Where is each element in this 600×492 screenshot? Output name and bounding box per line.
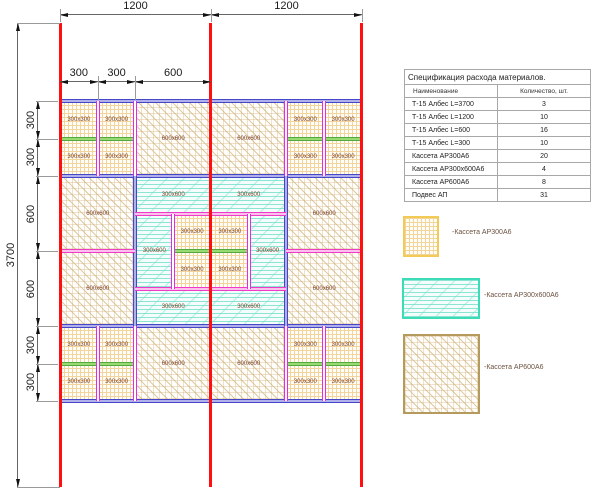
legend-swatch-ap600a6 <box>403 334 480 414</box>
profile-line-mag <box>133 326 137 401</box>
panel-300x300 <box>60 364 98 402</box>
spec-qty-cell: 10 <box>498 111 591 124</box>
extension-line <box>36 326 58 327</box>
panel-label: 600x600 <box>237 135 261 142</box>
panel-600x600 <box>286 251 361 326</box>
panel-label: 300x300 <box>105 341 129 348</box>
panel-300x600 <box>211 289 286 327</box>
spec-name-cell: Кассета АР300х600А6 <box>405 163 498 176</box>
spec-row <box>405 124 591 137</box>
panel-label: 300x300 <box>105 154 129 161</box>
panel-label: 300x600 <box>161 304 185 311</box>
panel-label: 300x600 <box>256 248 280 254</box>
dim-label: 600 <box>25 279 37 298</box>
extension-line <box>362 9 363 22</box>
spec-table <box>404 69 591 202</box>
dim-line <box>37 251 38 326</box>
extension-line <box>17 487 60 488</box>
dim-label: 300 <box>69 67 89 79</box>
panel-300x300 <box>98 364 136 402</box>
dim-arrow <box>16 479 20 487</box>
panel-label: 300x300 <box>293 116 317 123</box>
spec-header-row <box>405 85 591 98</box>
panel-300x300 <box>286 364 324 402</box>
spec-col-header-name: Наименование <box>405 85 498 98</box>
panel-label: 300x300 <box>67 341 91 348</box>
spec-col-header-qty: Количество, шт. <box>498 85 591 98</box>
panel-300x300 <box>324 139 362 177</box>
panel-label: 300x300 <box>67 379 91 386</box>
extension-line <box>36 139 58 140</box>
panel-300x300 <box>60 139 98 177</box>
dim-arrow <box>354 13 362 17</box>
dim-arrow <box>211 13 219 17</box>
spec-qty-cell: 8 <box>498 176 591 189</box>
legend-label-ap300x600a6: -Кассета АР300х600А6 <box>484 292 559 299</box>
dim-label: 3700 <box>5 242 17 268</box>
panel-300x300 <box>324 364 362 402</box>
panel-label: 300x300 <box>105 116 129 123</box>
spec-name-cell: Т-15 Албес L=300 <box>405 137 498 150</box>
spec-name-cell: Кассета АР300А6 <box>405 150 498 163</box>
panel-300x300 <box>98 101 136 139</box>
panel-300x600 <box>249 214 287 289</box>
panel-label: 300x300 <box>180 266 204 273</box>
panel-600x600 <box>211 101 286 176</box>
panel-label: 300x300 <box>331 154 355 161</box>
dim-arrow <box>203 13 211 17</box>
panel-600x600 <box>135 326 210 401</box>
profile-line-mag <box>171 214 175 289</box>
panel-300x300 <box>286 139 324 177</box>
dim-line <box>135 81 210 82</box>
spec-name-cell: Т-15 Албес L=3700 <box>405 98 498 111</box>
panel-600x600 <box>286 176 361 251</box>
dim-label: 300 <box>25 373 37 392</box>
dim-line <box>37 176 38 251</box>
panel-label: 600x600 <box>161 135 185 142</box>
extension-line <box>36 364 58 365</box>
panel-label: 300x300 <box>293 154 317 161</box>
spec-qty-cell: 31 <box>498 189 591 202</box>
panel-label: 300x300 <box>67 154 91 161</box>
panel-label: 300x300 <box>180 229 204 236</box>
profile-line-mag <box>322 101 326 176</box>
panel-600x600 <box>135 101 210 176</box>
panel-label: 300x300 <box>293 341 317 348</box>
spec-row <box>405 111 591 124</box>
panel-600x600 <box>60 176 135 251</box>
profile-line-mag <box>247 214 251 289</box>
extension-line <box>36 101 58 102</box>
spec-name-cell: Т-15 Албес L=1200 <box>405 111 498 124</box>
extension-line <box>36 251 58 252</box>
profile-line-mag <box>322 326 326 401</box>
dim-label: 1200 <box>123 0 148 12</box>
panel-label: 300x300 <box>67 116 91 123</box>
panel-label: 600x600 <box>161 360 185 367</box>
panel-300x600 <box>211 176 286 214</box>
profile-line-pink <box>60 249 135 253</box>
profile-line-mag <box>284 326 288 401</box>
dim-arrow <box>98 80 106 84</box>
panel-300x300 <box>173 251 211 289</box>
spec-row <box>405 189 591 202</box>
extension-line <box>211 9 212 22</box>
panel-300x300 <box>211 251 249 289</box>
spec-row <box>405 137 591 150</box>
legend-swatch-ap300a6 <box>403 216 439 257</box>
dim-arrow <box>135 80 143 84</box>
panel-label: 600x600 <box>237 360 261 367</box>
spec-row <box>405 176 591 189</box>
dim-label: 600 <box>164 67 183 79</box>
panel-label: 300x300 <box>331 379 355 386</box>
dim-line <box>60 14 211 15</box>
spec-name-cell: Кассета АР600А6 <box>405 176 498 189</box>
spec-row <box>405 150 591 163</box>
panel-label: 300x300 <box>218 229 242 236</box>
dim-label: 600 <box>25 204 37 223</box>
panel-300x300 <box>60 326 98 364</box>
panel-300x300 <box>98 139 136 177</box>
extension-line <box>17 23 60 24</box>
dim-arrow <box>36 243 40 251</box>
panel-label: 300x300 <box>218 266 242 273</box>
dim-arrow <box>127 80 135 84</box>
panel-300x600 <box>135 214 173 289</box>
profile-line-mag <box>96 326 100 401</box>
dim-arrow <box>36 176 40 184</box>
dim-arrow <box>60 13 68 17</box>
panel-300x300 <box>98 326 136 364</box>
panel-label: 300x300 <box>105 379 129 386</box>
dim-label: 1200 <box>274 0 299 12</box>
dim-arrow <box>203 80 211 84</box>
profile-line-mag <box>133 101 137 176</box>
panel-label: 300x300 <box>293 379 317 386</box>
spec-row <box>405 98 591 111</box>
profile-line-mag <box>284 101 288 176</box>
spec-qty-cell: 4 <box>498 163 591 176</box>
legend-label-ap600a6: -Кассета АР600А6 <box>484 364 544 371</box>
red-profile-line <box>209 23 212 487</box>
spec-table-title: Спецификация расхода материалов. <box>405 70 591 85</box>
dim-label: 300 <box>25 335 37 354</box>
legend-label-ap300a6: -Кассета АР300А6 <box>452 229 512 236</box>
spec-title-row <box>405 70 591 85</box>
panel-300x600 <box>135 176 210 214</box>
spec-name-cell: Подвес АП <box>405 189 498 202</box>
dim-line <box>17 23 18 487</box>
extension-line <box>60 9 61 22</box>
dim-arrow <box>16 23 20 31</box>
panel-label: 300x600 <box>237 191 261 198</box>
red-profile-line <box>360 23 363 487</box>
spec-qty-cell: 3 <box>498 98 591 111</box>
panel-300x300 <box>173 214 211 252</box>
spec-table-body <box>405 70 591 202</box>
spec-qty-cell: 16 <box>498 124 591 137</box>
legend-swatch-ap300x600a6 <box>402 278 480 319</box>
panel-300x300 <box>211 214 249 252</box>
panel-label: 600x600 <box>312 210 336 217</box>
panel-label: 300x300 <box>331 116 355 123</box>
panel-300x300 <box>60 101 98 139</box>
panel-label: 300x600 <box>237 304 261 311</box>
panel-300x300 <box>324 326 362 364</box>
panel-label: 600x600 <box>312 285 336 292</box>
panel-600x600 <box>60 251 135 326</box>
panel-300x300 <box>324 101 362 139</box>
red-profile-line <box>59 23 62 487</box>
panel-label: 300x300 <box>331 341 355 348</box>
dim-label: 300 <box>107 67 126 79</box>
extension-line <box>36 176 58 177</box>
extension-line <box>135 76 136 100</box>
panel-600x600 <box>211 326 286 401</box>
dim-arrow <box>90 80 98 84</box>
dim-arrow <box>60 80 68 84</box>
panel-label: 300x600 <box>142 248 166 254</box>
panel-300x600 <box>135 289 210 327</box>
spec-qty-cell: 10 <box>498 137 591 150</box>
profile-line-mag <box>96 101 100 176</box>
panel-300x300 <box>286 326 324 364</box>
dim-label: 300 <box>25 148 37 167</box>
dim-arrow <box>36 251 40 259</box>
profile-line-pink <box>286 249 361 253</box>
panel-label: 300x600 <box>161 191 185 198</box>
extension-line <box>98 76 99 100</box>
spec-name-cell: Т-15 Албес L=600 <box>405 124 498 137</box>
extension-line <box>36 401 58 402</box>
dim-line <box>211 14 362 15</box>
panel-label: 600x600 <box>86 210 110 217</box>
panel-label: 600x600 <box>86 285 110 292</box>
spec-row <box>405 163 591 176</box>
panel-300x300 <box>286 101 324 139</box>
spec-qty-cell: 20 <box>498 150 591 163</box>
dim-label: 300 <box>25 110 37 129</box>
